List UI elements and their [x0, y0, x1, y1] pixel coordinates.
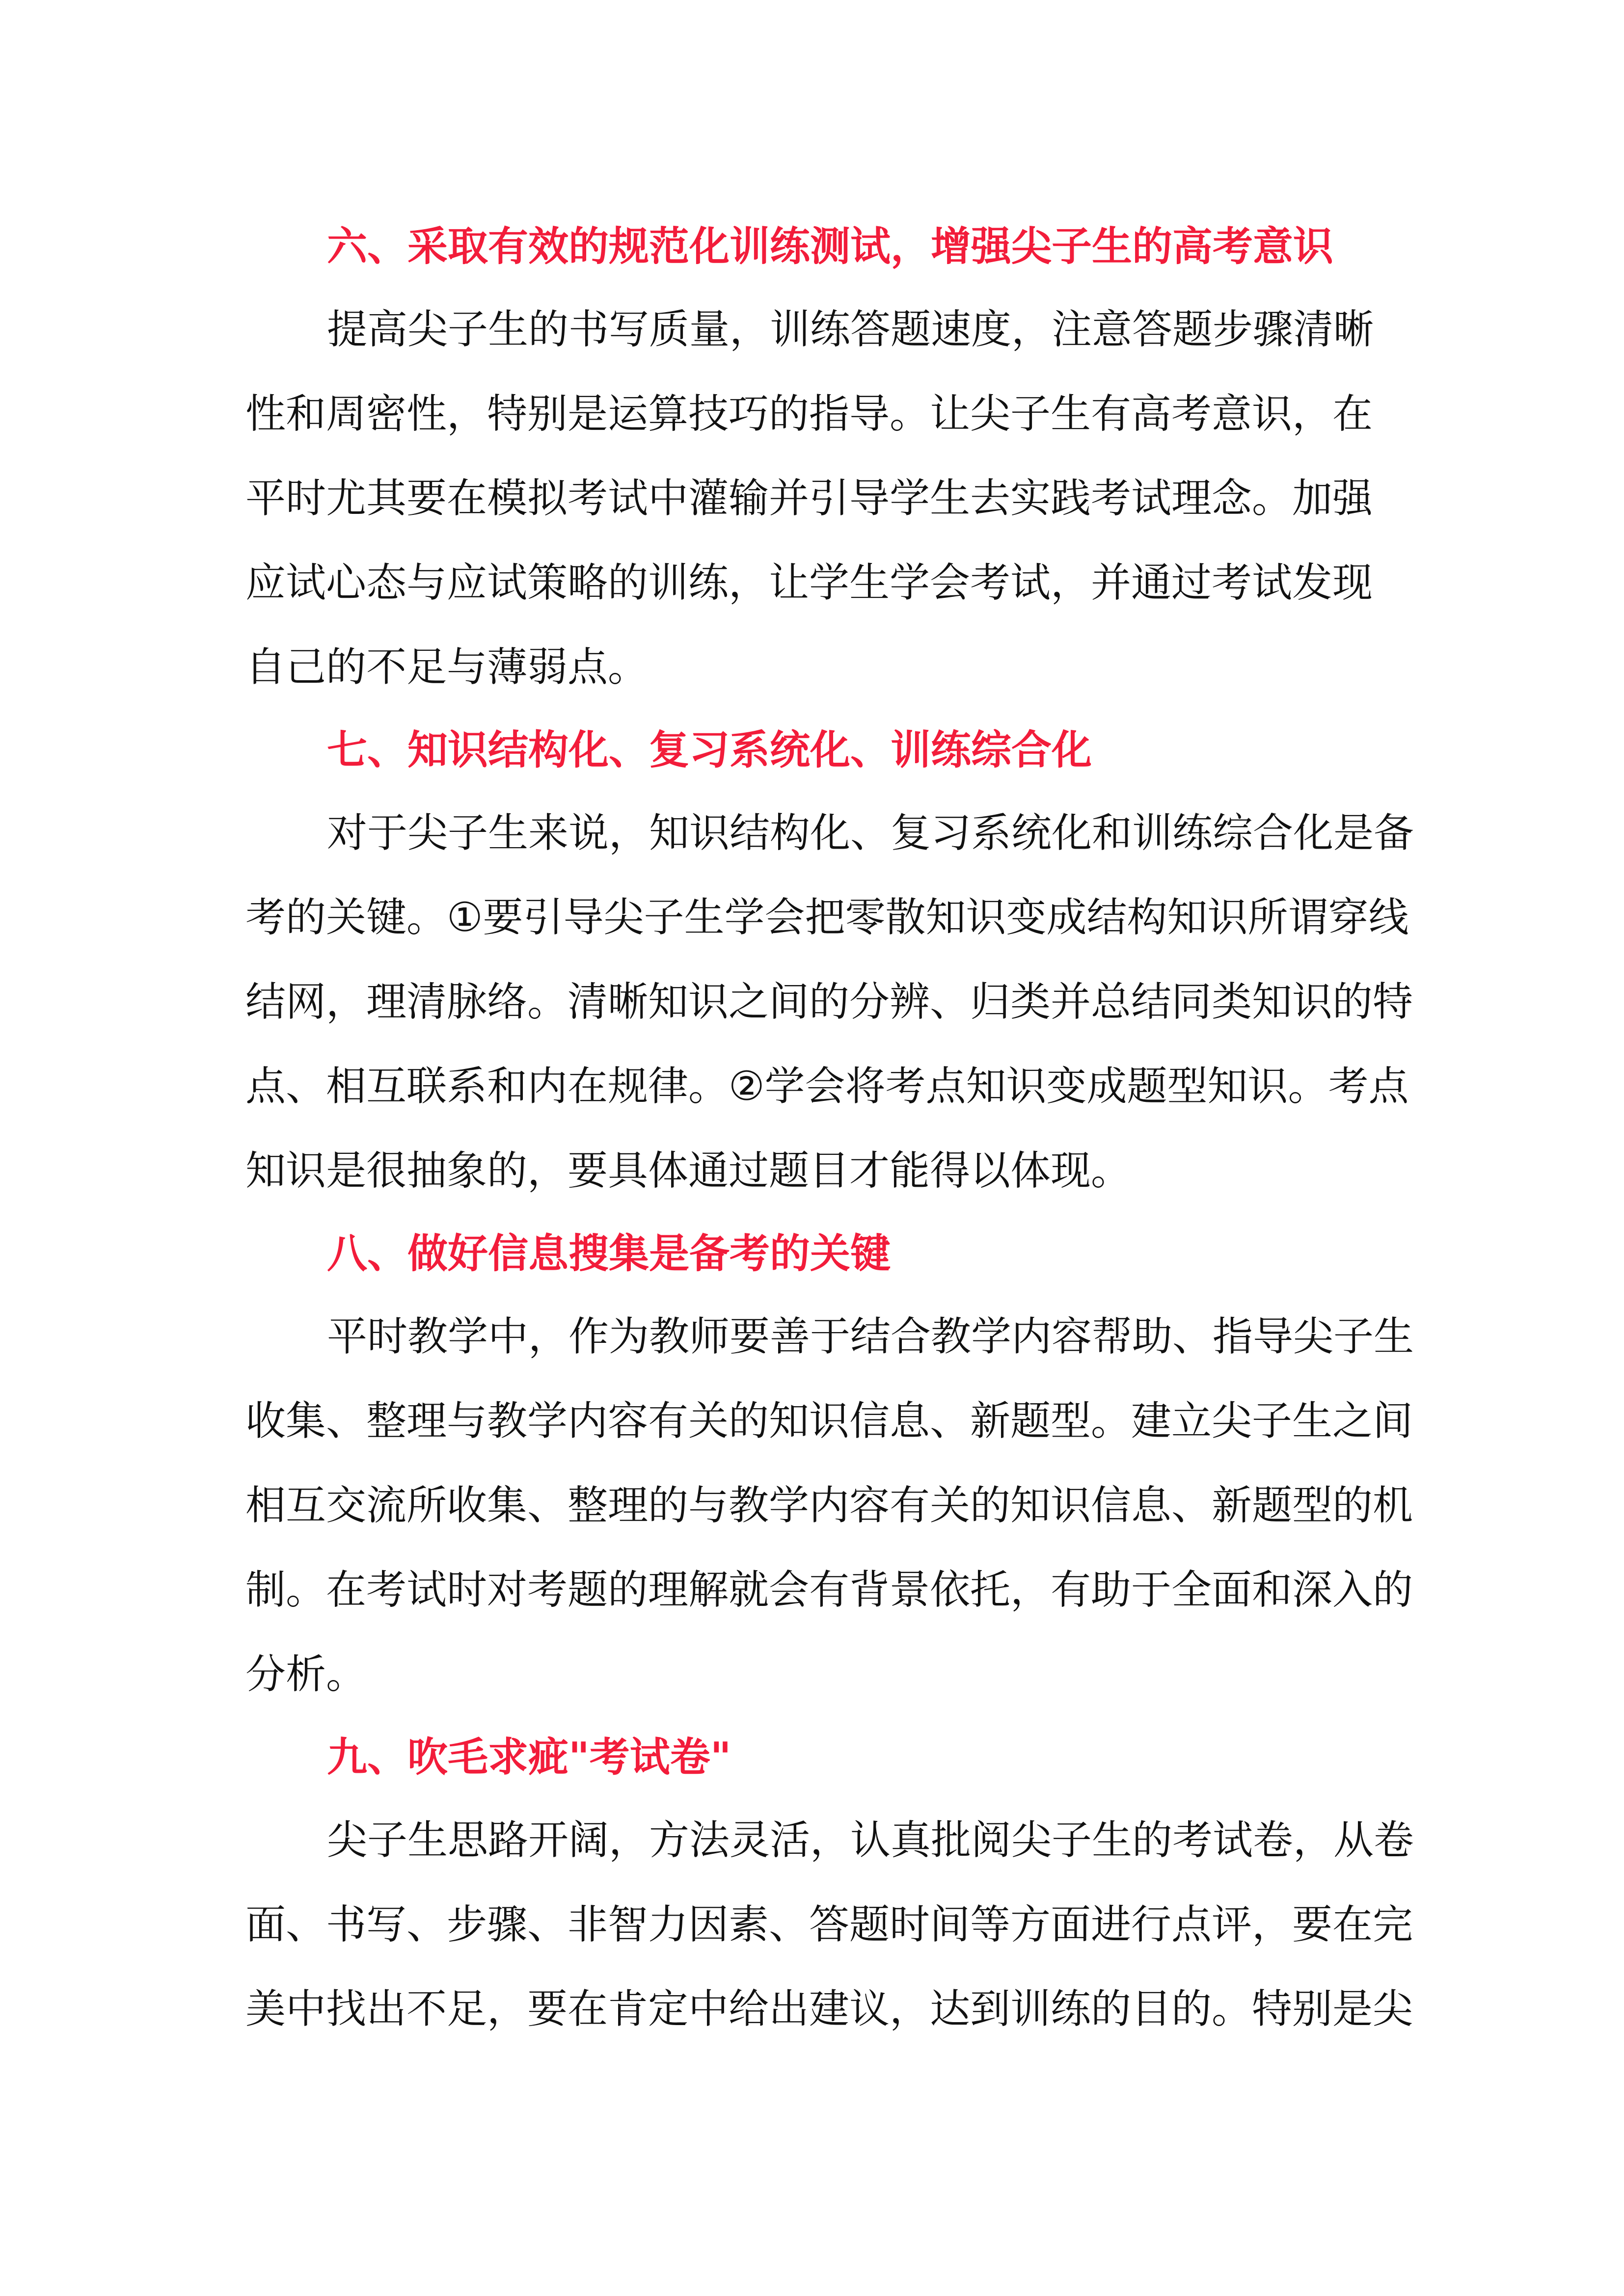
paragraph-line: 尖子生思路开阔，方法灵活，认真批阅尖子生的考试卷，从卷 — [327, 1817, 1414, 1864]
section-heading-6: 六、采取有效的规范化训练测试，增强尖子生的高考意识 — [327, 223, 1334, 270]
paragraph-line: 收集、整理与教学内容有关的知识信息、新题型。建立尖子生之间 — [245, 1398, 1413, 1444]
paragraph-line: 性和周密性，特别是运算技巧的指导。让尖子生有高考意识，在 — [245, 391, 1373, 437]
paragraph-line: 相互交流所收集、整理的与教学内容有关的知识信息、新题型的机 — [245, 1482, 1413, 1529]
paragraph-line: 美中找出不足，要在肯定中给出建议，达到训练的目的。特别是尖 — [245, 1986, 1413, 2032]
paragraph-line: 知识是很抽象的，要具体通过题目才能得以体现。 — [245, 1148, 1132, 1194]
paragraph-line: 平时尤其要在模拟考试中灌输并引导学生去实践考试理念。加强 — [245, 475, 1373, 522]
paragraph-line: 自己的不足与薄弱点。 — [245, 644, 649, 691]
section-heading-8: 八、做好信息搜集是备考的关键 — [327, 1230, 891, 1277]
paragraph-line: 结网，理清脉络。清晰知识之间的分辨、归类并总结同类知识的特 — [245, 979, 1413, 1025]
paragraph-line: 考的关键。①要引导尖子生学会把零散知识变成结构知识所谓穿线 — [245, 894, 1409, 941]
paragraph-line: 制。在考试时对考题的理解就会有背景依托，有助于全面和深入的 — [245, 1567, 1413, 1613]
paragraph-line: 分析。 — [245, 1651, 367, 1698]
paragraph-line: 面、书写、步骤、非智力因素、答题时间等方面进行点评，要在完 — [245, 1901, 1413, 1948]
section-paragraph-8 — [245, 1295, 1414, 1717]
paragraph-line: 点、相互联系和内在规律。②学会将考点知识变成题型知识。考点 — [245, 1063, 1409, 1110]
section-paragraph-7 — [245, 791, 1414, 1213]
section-heading-9: 九、吹毛求疵"考试卷" — [327, 1734, 731, 1781]
paragraph-line: 对于尖子生来说，知识结构化、复习系统化和训练综合化是备 — [327, 810, 1414, 856]
paragraph-line: 应试心态与应试策略的训练，让学生学会考试，并通过考试发现 — [245, 560, 1373, 606]
section-heading-7: 七、知识结构化、复习系统化、训练综合化 — [327, 727, 1092, 774]
document-body — [245, 206, 1414, 2052]
section-paragraph-6 — [245, 288, 1389, 710]
paragraph-line: 平时教学中，作为教师要善于结合教学内容帮助、指导尖子生 — [327, 1313, 1414, 1360]
paragraph-line: 提高尖子生的书写质量，训练答题速度，注意答题步骤清晰 — [327, 306, 1374, 353]
section-paragraph-9 — [245, 1798, 1414, 2052]
